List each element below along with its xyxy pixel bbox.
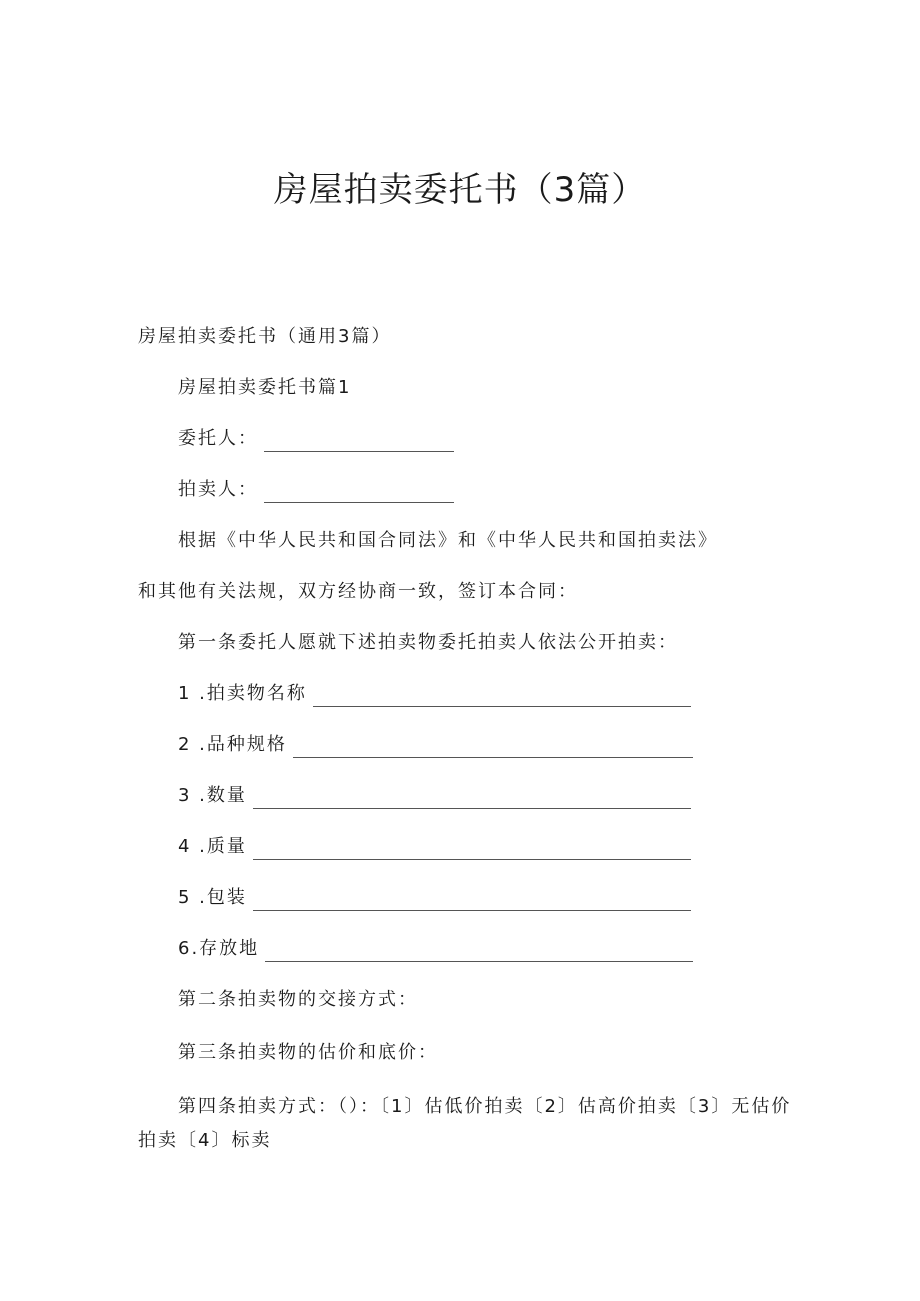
auctioneer-label: 拍卖人： — [178, 479, 258, 500]
item-label: 2 .品种规格 — [178, 734, 287, 755]
document-subtitle: 房屋拍卖委托书（通用3篇） — [138, 326, 392, 347]
item-row — [178, 834, 691, 860]
auctioneer-blank-line — [264, 482, 454, 503]
item-label: 1 .拍卖物名称 — [178, 683, 307, 704]
item-row — [178, 936, 693, 962]
item-blank-line — [313, 686, 691, 707]
item-row — [178, 783, 691, 809]
principal-label: 委托人： — [178, 428, 258, 449]
auctioneer-row — [178, 477, 454, 503]
article-1: 第一条委托人愿就下述拍卖物委托拍卖人依法公开拍卖： — [178, 632, 678, 653]
item-row — [178, 681, 691, 707]
item-label: 3 .数量 — [178, 785, 247, 806]
item-blank-line — [253, 890, 691, 911]
principal-blank-line — [264, 431, 454, 452]
item-label: 5 .包装 — [178, 887, 247, 908]
item-blank-line — [253, 839, 691, 860]
intro-line-1: 根据《中华人民共和国合同法》和《中华人民共和国拍卖法》 — [178, 530, 718, 551]
item-row — [178, 885, 691, 911]
item-row — [178, 732, 693, 758]
article-3: 第三条拍卖物的估价和底价： — [178, 1042, 438, 1063]
item-blank-line — [253, 788, 691, 809]
item-blank-line — [293, 737, 693, 758]
intro-line-2: 和其他有关法规，双方经协商一致，签订本合同： — [138, 581, 578, 602]
section-heading: 房屋拍卖委托书篇1 — [178, 377, 352, 398]
principal-row — [178, 426, 454, 452]
document-title: 房屋拍卖委托书（3篇） — [273, 170, 647, 210]
item-label: 6.存放地 — [178, 938, 260, 959]
item-label: 4 .质量 — [178, 836, 247, 857]
article-4: 第四条拍卖方式：（）：〔1〕估低价拍卖〔2〕估高价拍卖〔3〕无估价拍卖〔4〕标卖 — [138, 1096, 792, 1151]
item-blank-line — [265, 941, 693, 962]
article-2: 第二条拍卖物的交接方式： — [178, 989, 418, 1010]
